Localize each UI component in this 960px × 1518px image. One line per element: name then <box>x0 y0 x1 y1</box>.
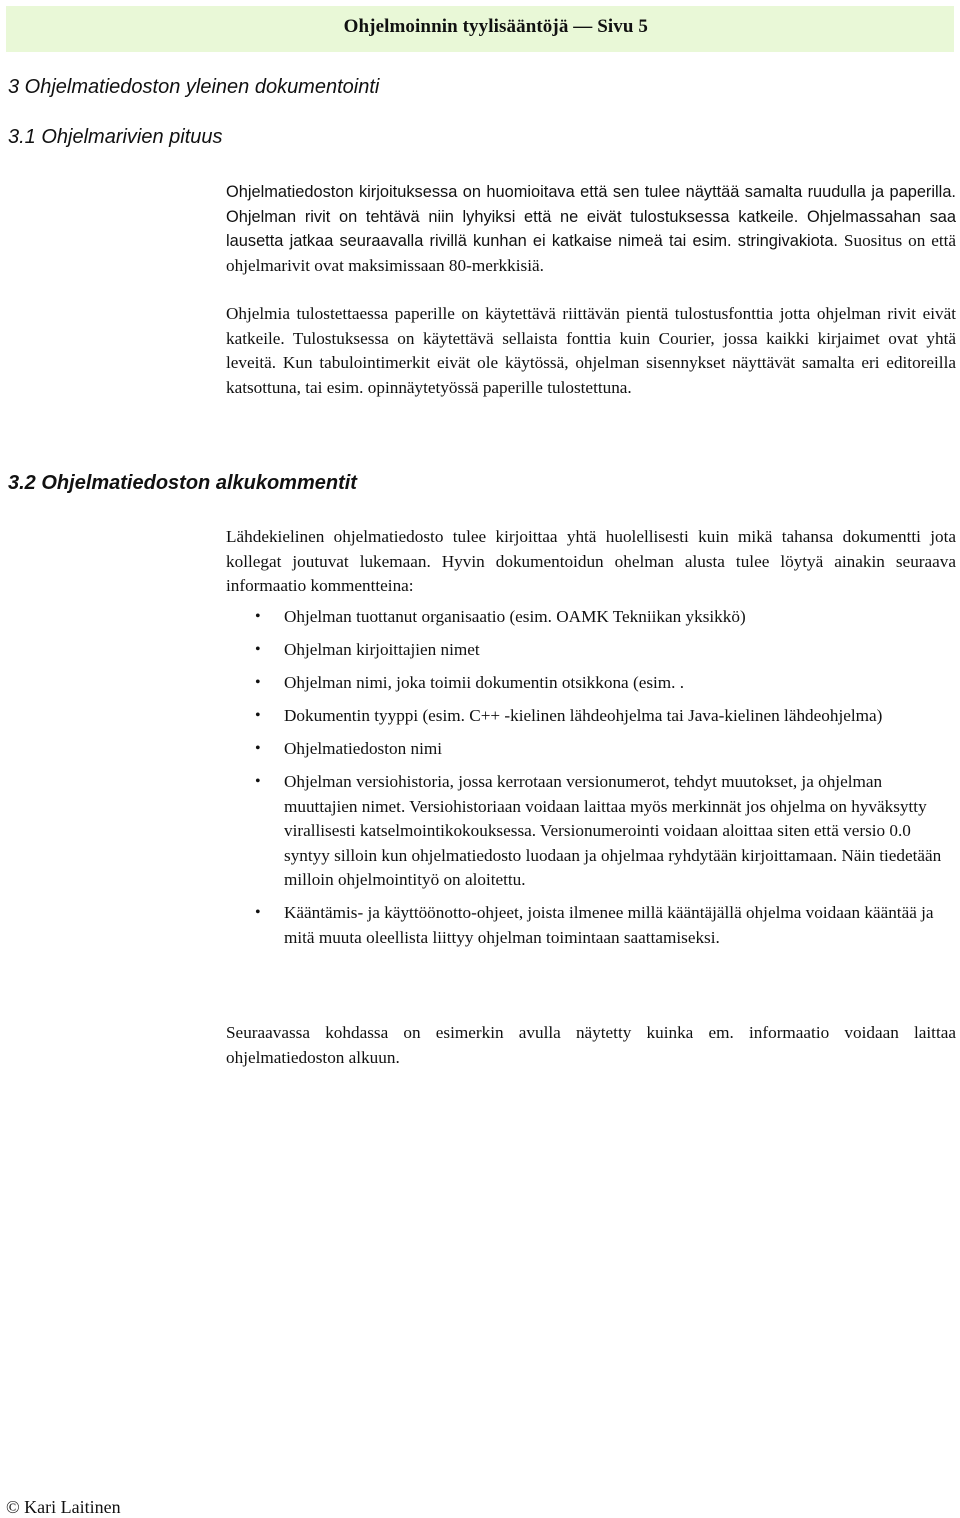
closing-text: Seuraavassa kohdassa on esimerkin avulla näytetty kuinka em. informaatio voidaan laittaa ohjelmatiedoston alkuun. <box>226 1023 956 1067</box>
list-item-text: Dokumentin tyyppi (esim. C++ -kielinen lähdeohjelma tai Java-kielinen lähdeohjelma) <box>284 706 883 725</box>
section-3-2-intro <box>226 525 956 599</box>
paragraph-1-sans-text: Ohjelmatiedoston kirjoituksessa on huomioitava että sen tulee näyttää samalta ruudulla ja paperilla. Ohjelman rivit on tehtävä niin lyhyiksi että ne eivät tulostuksessa katkeile. Ohjelmassahan saa lausetta jatkaa seuraavalla rivillä kunhan ei katkaise nimeä tai esim. stringivakiota. <box>226 183 956 250</box>
section-3-1-paragraph-1 <box>226 180 956 278</box>
list-item <box>226 638 956 663</box>
list-item-text: Ohjelmatiedoston nimi <box>284 739 443 758</box>
list-item <box>226 671 956 696</box>
list-item-text: Ohjelman nimi, joka toimii dokumentin otsikkona (esim. . <box>284 673 685 692</box>
bullet-icon: • <box>255 773 261 790</box>
paragraph-2-text: Ohjelmia tulostettaessa paperille on käytettävä riittävän pientä tulostusfonttia jotta ohjelman rivit eivät katkeile. Tulostuksessa on käytettävä sellaista fonttia kuin Courier, jossa kaikki kirjaimet ovat yhtä leveitä. Kun tabulointimerkit eivät ole käytössä, ohjelman sisennykset näyttävät samalta eri editoreilla katsottuna, tai esim. opinnäytetyössä paperille tulostettuna. <box>226 304 956 397</box>
bullet-icon: • <box>255 608 261 625</box>
page-header-title: Ohjelmoinnin tyylisääntöjä — Sivu 5 <box>343 16 648 37</box>
section-3-2-heading: 3.2 Ohjelmatiedoston alkukommentit <box>8 472 357 494</box>
list-item <box>226 901 956 950</box>
intro-text: Lähdekielinen ohjelmatiedosto tulee kirjoittaa yhtä huolellisesti kuin mikä tahansa dokumentti jota kollegat joutuvat lukemaan. Hyvin dokumentoidun ohelman alusta tulee löytyä ainakin seuraava informaatio kommentteina: <box>226 527 956 595</box>
list-item-text: Ohjelman versiohistoria, jossa kerrotaan versionumerot, tehdyt muutokset, ja ohjelman muuttajien nimet. Versiohistoriaan voidaan laittaa myös merkinnät jos ohjelma on hyväksytty virallisesti katselmointikokouksessa. Versionumerointi voidaan aloittaa siten että versio 0.0 syntyy silloin kun ohjelmatiedosto luodaan ja ohjelmaa ryhdytään kirjoittamaan. Näin tiedetään milloin ohjelmointityö on aloitettu. <box>284 772 942 889</box>
list-item-text: Ohjelman kirjoittajien nimet <box>284 640 480 659</box>
section-3-1-heading: 3.1 Ohjelmarivien pituus <box>8 126 223 148</box>
info-bullet-list <box>226 605 956 959</box>
list-item-text: Kääntämis- ja käyttöönotto-ohjeet, joista ilmenee millä kääntäjällä ohjelma voidaan kääntää ja mitä muuta oleellista liittyy ohjelman toimintaan saattamiseksi. <box>284 903 934 947</box>
list-item <box>226 770 956 893</box>
list-item-text: Ohjelman tuottanut organisaatio (esim. OAMK Tekniikan yksikkö) <box>284 607 746 626</box>
list-item <box>226 704 956 729</box>
bullet-icon: • <box>255 740 261 757</box>
bullet-icon: • <box>255 674 261 691</box>
section-3-heading: 3 Ohjelmatiedoston yleinen dokumentointi <box>8 76 380 98</box>
section-3-2-closing <box>226 1021 956 1070</box>
bullet-icon: • <box>255 641 261 658</box>
list-item <box>226 737 956 762</box>
list-item <box>226 605 956 630</box>
bullet-icon: • <box>255 707 261 724</box>
copyright-footer: © Kari Laitinen <box>6 1497 121 1517</box>
paragraph-1-serif-text: Suositus on että ohjelmarivit ovat maksimissaan 80-merkkisiä. <box>226 231 957 275</box>
section-3-1-paragraph-2 <box>226 302 956 400</box>
bullet-icon: • <box>255 904 261 921</box>
